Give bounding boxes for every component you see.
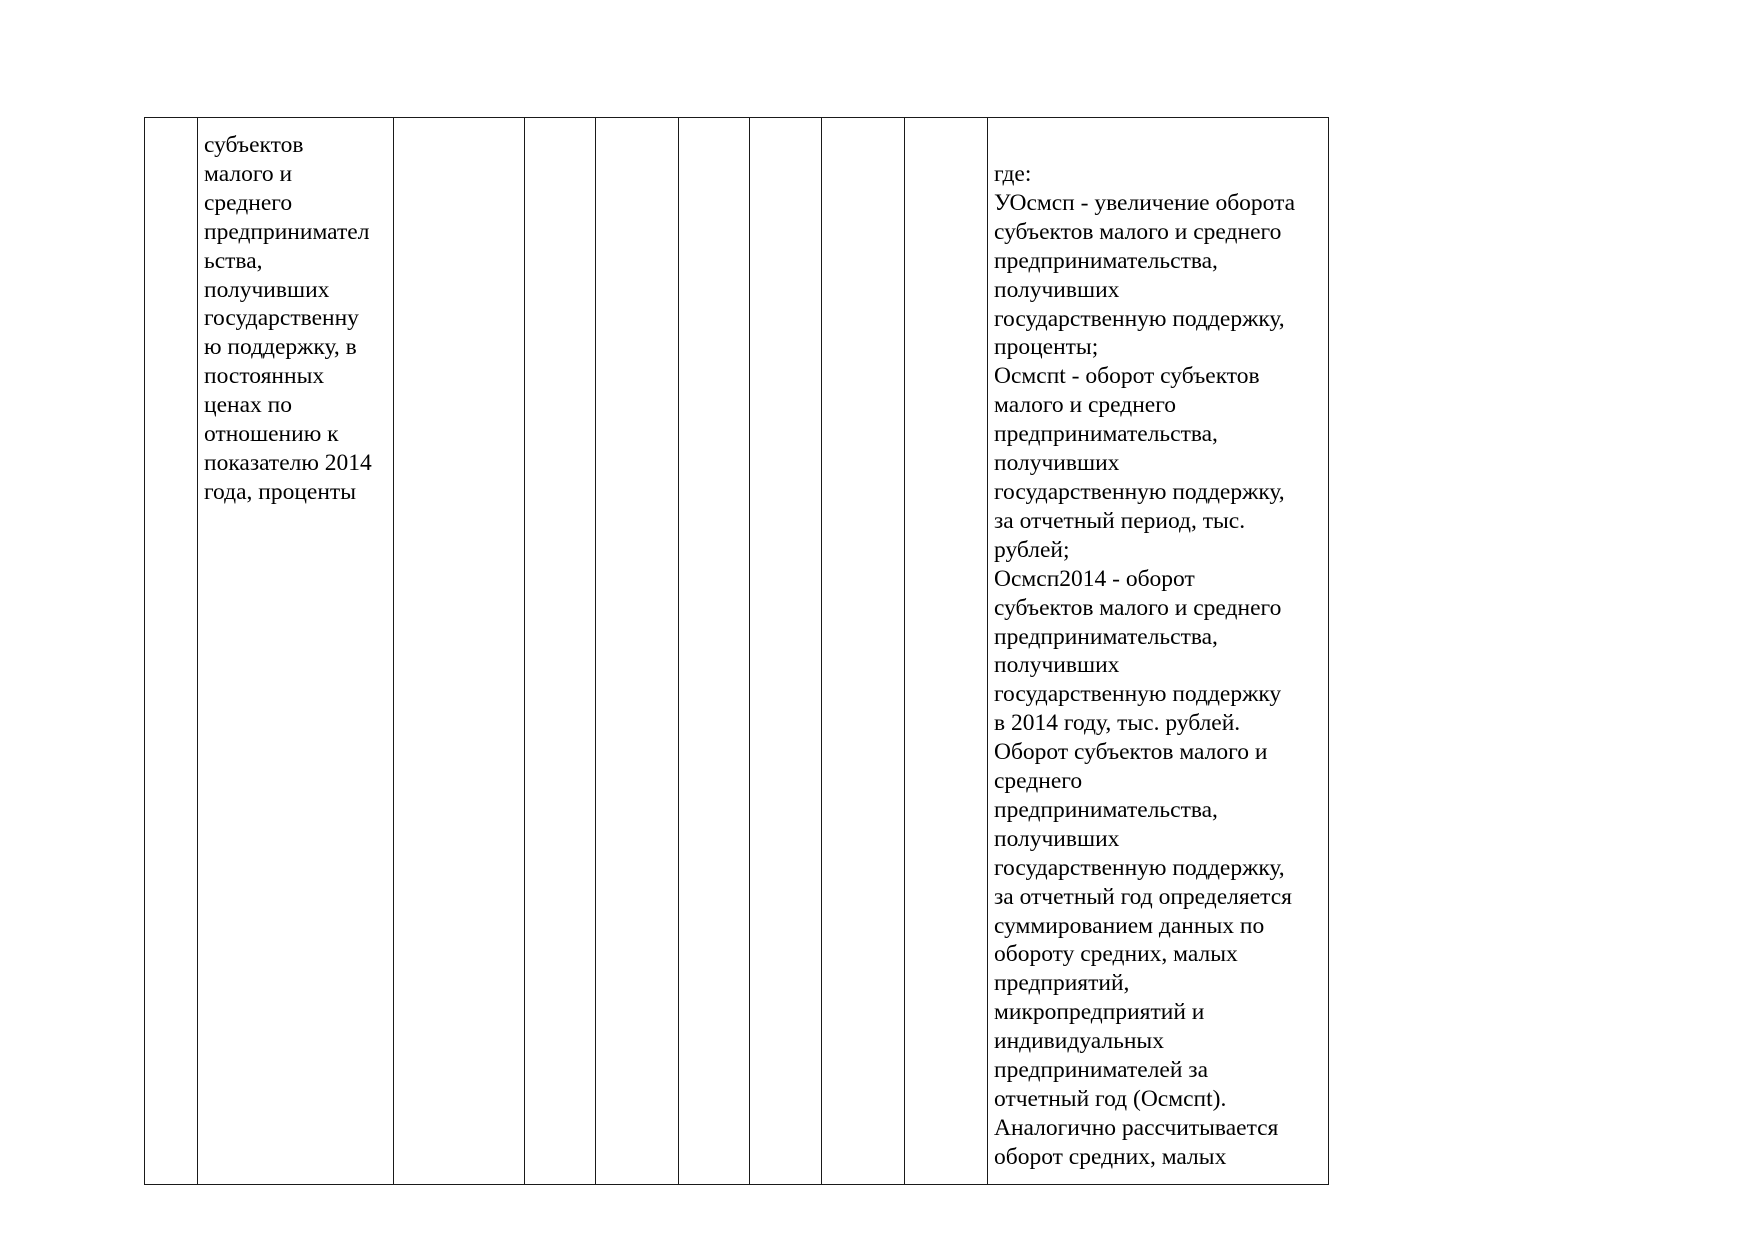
table-cell-empty-4 [679, 118, 750, 1185]
table-cell-empty-2 [525, 118, 596, 1185]
table-cell-empty-5 [750, 118, 822, 1185]
table-cell-indicator [198, 118, 394, 1185]
table-row [145, 118, 1329, 1185]
table-cell-number [145, 118, 198, 1185]
table-cell-empty-3 [596, 118, 679, 1185]
table-cell-empty-7 [905, 118, 988, 1185]
table-cell-method [988, 118, 1329, 1185]
indicator-text: субъектов малого и среднего предпринимател ьства, получивших государственну ю поддержку, в постоянных ценах по отношению к показателю 2014 года, проценты [204, 132, 372, 505]
table-cell-empty-1 [394, 118, 525, 1185]
method-text: где: УОсмсп - увеличение оборота субъектов малого и среднего предпринимательства, получивших государственную поддержку, проценты; Осмспt - оборот субъектов малого и среднего предпринимательства, получивших государственную поддержку, за отчетный период, тыс. рублей; Осмсп2014 - оборот субъектов малого и среднего предпринимательства, получивших государственную поддержку в 2014 году, тыс. рублей. Оборот субъектов малого и среднего предпринимательства, получивших государственную поддержку, за отчетный год определяется суммированием данных по обороту средних, малых предприятий, микропредприятий и индивидуальных предпринимателей за отчетный год (Осмспt). Аналогично рассчитывается оборот средних, малых [994, 161, 1296, 1170]
table-cell-empty-6 [822, 118, 905, 1185]
indicator-table [144, 117, 1329, 1185]
